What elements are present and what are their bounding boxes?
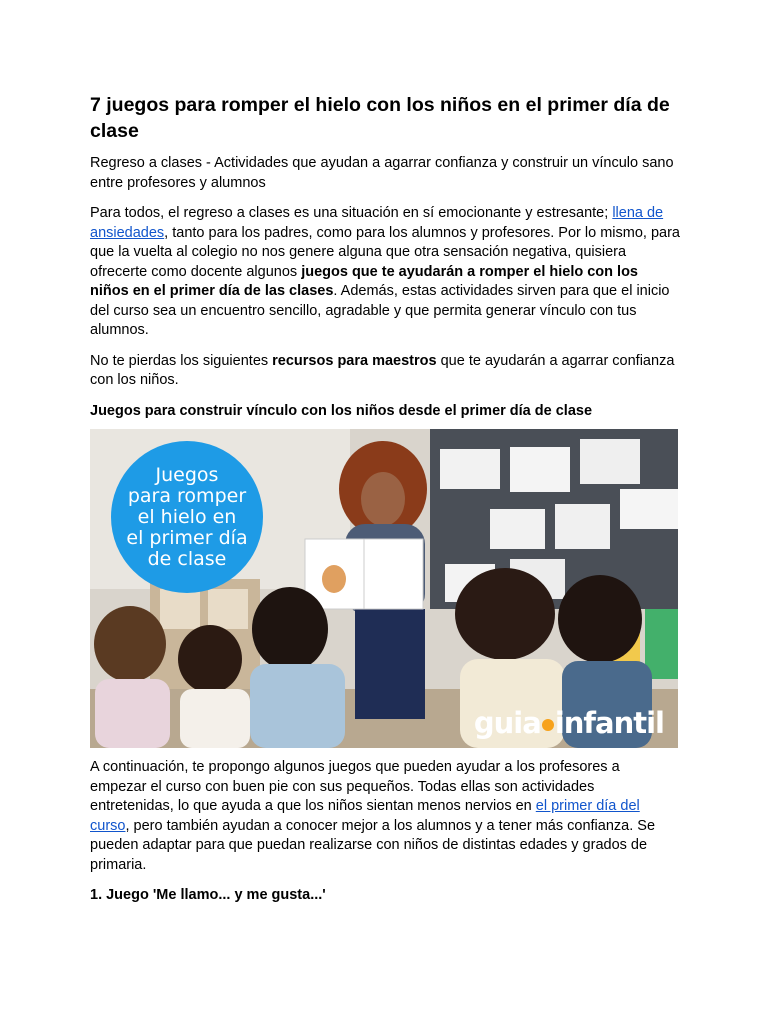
guiainfantil-logo: guia infantil: [473, 706, 664, 740]
logo-dot: [542, 719, 554, 731]
hero-image: [90, 429, 678, 748]
resources-bold: recursos para maestros: [272, 352, 437, 369]
section-heading: Juegos para construir vínculo con los niños desde el primer día de clase: [90, 402, 593, 419]
article-title: 7 juegos para romper el hielo con los niños en el primer día de clase: [90, 94, 670, 142]
title-bubble: Juegos para romper el hielo en el primer día de clase: [111, 441, 263, 593]
game-1-heading: 1. Juego 'Me llamo... y me gusta...': [90, 887, 326, 903]
article-subtitle: Regreso a clases - Actividades que ayudan a agarrar confianza y construir un vínculo sano entre profesores y alumnos: [90, 155, 674, 191]
resources-paragraph: No te pierdas los siguientes recursos para maestros que te ayudarán a agarrar confianza con los niños.: [90, 352, 675, 388]
games-intro-paragraph: A continuación, te propongo algunos juegos que pueden ayudar a los profesores a empezar el curso con buen pie con sus pequeños. Todas ellas son actividades entretenidas, lo que ayuda a que los niños sientan menos nervios en el primer día del curso, pero también ayudan a conocer mejor a los alumnos y a tener más confianza. Se pueden adaptar para que puedan realizarse con niños de distintas edades y grados de primaria.: [90, 759, 656, 873]
intro-paragraph: Para todos, el regreso a clases es una situación en sí emocionante y estresante; llena de ansiedades, tanto para los padres, como para los alumnos y profesores. Por lo mismo, para que la vuelta al colegio no nos genere alguna que otra sensación negativa, quisiera ofrecerte como docente algunos juegos que te ayudarán a romper el hielo con los niños en el primer día de las clases. Además, estas actividades sirven para que el inicio del curso sea un encuentro sencillo, agradable y que permita generar vínculo con tus alumnos.: [90, 205, 680, 338]
link-llena-de-ansiedades[interactable]: llena de ansiedades: [90, 205, 664, 241]
document-page: [90, 92, 680, 914]
link-primer-dia-del-curso[interactable]: el primer día del curso: [90, 798, 640, 834]
bold-phrase: juegos que te ayudarán a romper el hielo con los niños en el primer día de las clases: [90, 263, 638, 299]
